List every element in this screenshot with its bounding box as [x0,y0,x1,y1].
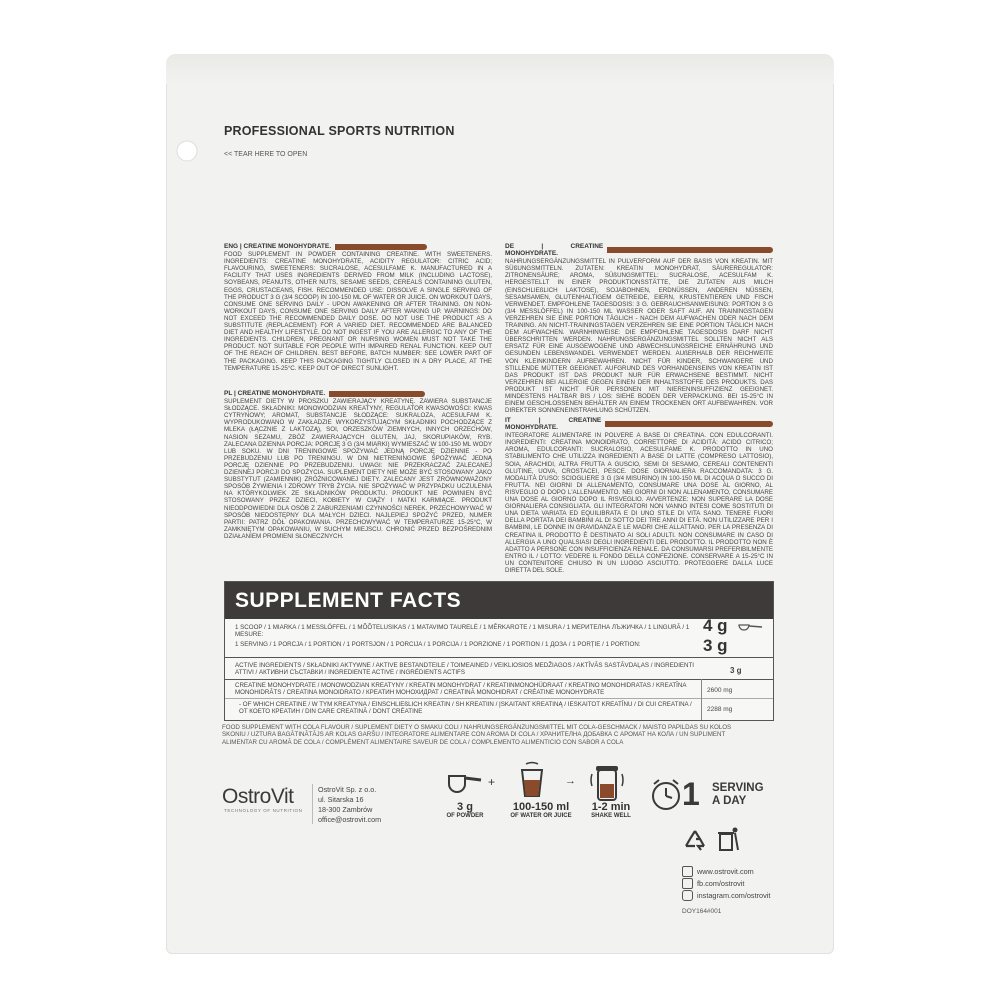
tear-instruction[interactable]: << TEAR HERE TO OPEN [224,151,308,158]
section-it-title: IT | CREATINE MONOHYDRATE. [505,417,602,432]
serving-row-label: 1 SERVING / 1 PORCJA / 1 PORTION / 1 PORTSJON / 1 PORCIJA / 1 PORCIJA / 1 PORZIONE / 1 PORTION / 1 ДОЗА / 1 PORȚIE / 1 PORTION: [235,641,641,648]
section-de [505,243,773,414]
clock-icon [650,774,684,816]
facebook-icon [682,878,693,889]
step-powder-amount: 3 g [457,801,473,813]
step-shake [578,801,644,819]
divider [312,784,313,824]
flavour-statement: FOOD SUPPLEMENT WITH COLA FLAVOUR / SUPLEMENT DIETY O SMAKU COLI / NAHRUNGSERGÄNZUNGSMITTEL MIT COLA-GESCHMACK / MAISTO PAPILDAS SU KOLOS SKONIU / UZTURA BAGĀTINĀTĀJS AR KOLAS GARŠU / INTEGRATORE ALIMENTARE CON AROMA DI COLA / ХРАНИТЕЛНА ДОБАВКА С АРОМАТ НА КОЛА / UN SUPLIMENT ALIMENTAR CU AROMĂ DE COLA / COMPLÉMENT ALIMENTAIRE SAVEUR DE COLA / COMPLEMENTO ALIMENTICIO CON SABOR A COLA [222,724,732,746]
address-line: ul. Sitarska 16 [318,795,364,804]
top-seal [166,54,834,84]
section-pl-title: PL | CREATINE MONOHYDRATE. [224,390,326,397]
recycle-icon [682,828,708,854]
section-eng-text: FOOD SUPPLEMENT IN POWDER CONTAINING CREATINE. WITH SWEETENERS. INGREDIENTS: CREATINE MONOHYDRATE, ACIDITY REGULATOR: CITRIC ACID; FLAVOURING, SWEETENERS: SUCRALOSE, ACESULFAME K. MANUFACTURED IN A FACILITY THAT USES INGREDIENTS DERIVED FROM MILK (INCLUDING LACTOSE), SOYBEANS, PEANUTS, OTHER NUTS, SESAME SEEDS, CEREALS CONTAINING GLUTEN, EGGS, CRUSTACEANS, FISH. RECOMMENDED USE: DISSOLVE A SINGLE SERVING OF THE PRODUCT 3 G (3/4 SCOOP) IN 100-150 ML OF WATER OR JUICE. ON WORKOUT DAYS, CONSUME ONE SERVING DAILY - UPON AWAKENING OR AFTER TRAINING. ON NON-WORKOUT DAYS, CONSUME ONE SERVING DAILY AFTER WAKING UP. WARNINGS: DO NOT EXCEED THE RECOMMENDED DAILY DOSE. DO NOT USE THE PRODUCT AS A SUBSTITUTE (REPLACEMENT) FOR A VARIED DIET. RECOMMENDED ARE BALANCED DIET AND HEALTHY LIFESTYLE. DO NOT INGEST IF YOU ARE ALLERGIC TO ANY OF THE INGREDIENTS. CHILDREN, PREGNANT OR NURSING WOMEN MUST NOT TAKE THE PRODUCT. NOT SUITABLE FOR PEOPLE WITH IMPAIRED RENAL FUNCTION. KEEP OUT OF THE REACH OF CHILDREN. BEST BEFORE, BATCH NUMBER: SEE LOWER PART OF THE PACKAGING. KEEP THIS PACKAGING TIGHTLY CLOSED IN A DRY PLACE, AT THE TEMPERATURE 15-25°C. KEEP OUT OF DIRECT SUNLIGHT. [224,251,492,372]
serving-label-line1: SERVING [712,782,764,794]
scoop-icon [445,766,485,798]
tear-notch-icon [172,136,202,166]
step-liquid-label: OF WATER OR JUICE [510,813,572,819]
creatine-row-label: CREATINE MONOHYDRATE / MONOWODZIAN KREATYNY / KREATIN MONOHYDRAT / KREATIINMONOHÜDRAAT / KREATINO MONOHIDRATAS / KREATĪNA MONOHIDRĀTS / CREATINA MONOIDRATO / КРЕАТИН МОНОХИДРАТ / CREATINĂ MONOHIDRAT / CRÉATINE MONOHYDRATE [235,682,687,697]
section-bar [607,247,773,253]
scoop-row-label: 1 SCOOP / 1 MIARKA / 1 MESSLÖFFEL / 1 MÕÕTELUSIKAS / 1 MATAVIMO TAURELĖ / 1 MĒRKAROTE / 1 MISURA / 1 МЕРИТЕЛНА ЛЪЖИЧКА / 1 LINGURĂ / 1 MESURE: [235,624,690,638]
active-ingredients-value: 3 g [730,666,742,675]
serving-label [712,782,764,808]
section-bar [605,421,773,427]
address-line: 18-300 Zambrów [318,805,373,814]
trash-bin-icon [714,826,740,856]
supplement-facts-table [224,581,774,721]
serving-count: 1 [682,776,700,812]
social-instagram[interactable] [682,890,770,901]
section-eng-title: ENG | CREATINE MONOHYDRATE. [224,243,332,250]
section-de-title: DE | CREATINE MONOHYDRATE. [505,243,604,258]
table-divider [225,657,773,658]
logo-subtitle: TECHNOLOGY OF NUTRITION [224,808,303,813]
table-divider [225,679,773,680]
supplement-facts-title: SUPPLEMENT FACTS [225,582,773,619]
active-ingredients-label: ACTIVE INGREDIENTS / SKŁADNIKI AKTYWNE / AKTIVE BESTANDTEILE / TOIMEAINED / VEIKLIOSIOS MEDŽIAGOS / AKTĪVĀS SASTĀVDAĻAS / INGREDIENTI ATTIVI / АКТИВНИ СЪСТАВКИ / INGREDIENTE ACTIVE / INGRÉDIENTS ACTIFS [235,662,695,677]
section-it [505,417,773,574]
section-pl-text: SUPLEMENT DIETY W PROSZKU ZAWIERAJĄCY KREATYNĘ. ZAWIERA SUBSTANCJE SŁODZĄCE. SKŁADNIKI: MONOWODZIAN KREATYNY, REGULATOR KWASOWOŚCI: KWAS CYTRYNOWY; AROMAT, SUBSTANCJE SŁODZĄCE: SUKRALOZA, ACESULFAM K. WYPRODUKOWANO W ZAKŁADZIE WYKORZYSTUJĄCYM SKŁADNIKI POCHODZĄCE Z MLEKA (ŁĄCZNIE Z LAKTOZĄ), SOI, ORZESZKÓW ZIEMNYCH, INNYCH ORZECHÓW, NASION SEZAMU, ZBÓŻ ZAWIERAJĄCYCH GLUTEN, JAJ, SKORUPIAKÓW, RYB. ZALECANA DZIENNA PORCJA: PORCJĘ 3 G (3/4 MIARKI) WYMIESZAĆ W 100-150 ML WODY LUB SOKU. W DNI TRENINGOWE SPOŻYWAĆ JEDNĄ PORCJĘ DZIENNIE - PO PRZEBUDZENIU LUB PO TRENINGU. W DNI NIETRENINGOWE SPOŻYWAĆ JEDNĄ PORCJĘ DZIENNIE PO PRZEBUDZENIU. UWAGI: NIE PRZEKRACZAĆ ZALECANEJ DZIENNEJ PORCJI DO SPOŻYCIA. SUPLEMENT DIETY NIE MOŻE BYĆ STOSOWANY JAKO SUBSTYTUT (ZAMIENNIK) ZRÓŻNICOWANEJ DIETY. ZALECANY JEST ZRÓWNOWAŻONY SPOSÓB ŻYWIENIA I ZDROWY TRYB ŻYCIA. NIE SPOŻYWAĆ W PRZYPADKU UCZULENIA NA KTÓRYKOLWIEK ZE SKŁADNIKÓW PRODUKTU. PRODUKT NIE POWINIEN BYĆ STOSOWANY PRZEZ DZIECI, KOBIETY W CIĄŻY I MATKI KARMIĄCE. PRODUKT NIEODPOWIEDNI DLA OSÓB Z ZABURZENIAMI CZYNNOŚCI NEREK. PRZECHOWYWAĆ W SPOSÓB NIEDOSTĘPNY DLA MAŁYCH DZIECI. NAJLEPIEJ SPOŻYĆ PRZED, NUMER PARTII: PATRZ DÓŁ OPAKOWANIA. PRZECHOWYWAĆ W TEMPERATURZE 15-25°C, W ZAMKNIĘTYM OPAKOWANIU, W SUCHYM MIEJSCU. CHRONIĆ PRZED BEZPOŚREDNIM DZIAŁANIEM PROMIENI SŁONECZNYCH. [224,398,492,540]
address-email[interactable]: office@ostrovit.com [318,815,382,824]
social-facebook[interactable] [682,878,744,889]
creatine-value: 2600 mg [707,687,733,694]
website-text: www.ostrovit.com [697,867,754,876]
section-pl [224,390,492,540]
section-de-text: NAHRUNGSERGÄNZUNGSMITTEL IN PULVERFORM AUF DER BASIS VON KREATIN. MIT SÜßUNGSMITTELN. ZUTATEN: KREATIN MONOHYDRAT, SÄUREREGULATOR: ZITRONENSÄURE; AROMA, SÜßUNGSMITTEL: SUCRALOSE, ACESULFAM K. HERGESTELLT IN EINER PRODUKTIONSSTÄTTE, DIE ZUTATEN AUS MILCH (EINSCHLIEßLICH LAKTOSE), SOJABOHNEN, ERDNÜSSEN, ANDEREN NÜSSEN, SESAMSAMEN, GLUTENHALTIGEM GETREIDE, EIERN, KRUSTENTIEREN UND FISCH VERWENDET. EMPFOHLENE TAGESDOSIS: 3 G. GEBRAUCHSANWEISUNG: PORTION 3 G (3/4 MESSLÖFFEL) IN 100-150 ML WASSER ODER SAFT AUF. AN TRAININGSTAGEN VERZEHREN SIE EINE PORTION TÄGLICH - NACH DEM AUFWACHEN ODER NACH DEM TRAINING. AN NICHT-TRAININGSTAGEN VERZEHREN SIE EINE PORTION TÄGLICH NACH DEM AUFWACHEN. WARNHINWEISE: DIE EMPFOHLENE TAGESDOSIS DARF NICHT ÜBERSCHRITTEN WERDEN. NAHRUNGSERGÄNZUNGSMITTEL SOLLTEN NICHT ALS ERSATZ FÜR EINE AUSGEWOGENE UND ABWECHSLUNGSREICHE ERNÄHRUNG UND GESUNDEN LEBENSWANDEL VERWENDET WERDEN. AUßERHALB DER REICHWEITE VON KLEINKINDERN AUFBEWAHREN. NICHT FÜR KINDER, SCHWANGERE UND STILLENDE MÜTTER GEEIGNET. AUFGRUND DES VORHANDENSEINS VON KREATIN IST DAS PRODUKT IST DAS PRODUKT NUR FÜR ERWACHSENE BESTIMMT. NICHT VERZEHREN BEI ALLERGIE GEGEN EINEN DER INHALTSSTOFFE DES PRODUKTS. DAS PRODUKT IST NICHT FÜR PERSONEN MIT NIERENINSUFFIZIENZ GEEIGNET. MINDESTENS HALTBAR BIS / LOS: SIEHE BODEN DER VERPACKUNG. BEI 15-25°C IN EINEM GESCHLOSSENEN BEHÄLTER AN EINEM TROCKENEN ORT AUFBEWAHREN. VOR DIREKTER SONNENEINSTRAHLUNG SCHÜTZEN. [505,258,773,415]
column-divider [701,679,702,720]
step-liquid [496,801,586,819]
brand-tagline: PROFESSIONAL SPORTS NUTRITION [224,124,455,138]
social-website[interactable] [682,866,754,877]
ostrovit-logo: OstroVit [222,785,294,808]
creatine-of-which-label: - OF WHICH CREATINE / W TYM KREATYNA / EINSCHLIEßLICH KREATIN / SH KREATIIN / ĮSKAITANT KREATINĄ / IESKAITOT KREATĪNU / DI CUI CREATINA / ОТ КОЕТО КРЕАТИН / DIN CARE CREATINĂ / DONT CRÉATINE [239,701,692,716]
step-shake-label: SHAKE WELL [591,813,631,819]
scoop-icon [737,622,763,636]
facebook-text: fb.com/ostrovit [697,879,745,888]
company-address [318,785,381,825]
section-eng [224,243,492,372]
glass-icon [512,760,552,800]
step-shake-time: 1-2 min [591,801,631,813]
section-it-text: INTEGRATORE ALIMENTARE IN POLVERE A BASE DI CREATINA. CON EDULCORANTI. INGREDIENTI: CREATINA MONOIDRATO, CORRETTORE DI ACIDITÀ: ACIDO CITRICO; AROMA, EDULCORANTI: SUCRALOSIO, ACESULFAME K. PRODOTTO IN UNO STABILIMENTO CHE UTILIZZA INGREDIENTI A BASE DI LATTE (COMPRESO LATTOSIO), SOIA, ARACHIDI, ALTRA FRUTTA A GUSCIO, SEMI DI SESAMO, CEREALI CONTENENTI GLUTINE, UOVA, CROSTACEI, PESCE. DOSE GIORNALIERA RACCOMANDATA: 3 G. MODALITÀ D'USO: SCIOGLIERE 3 G (3/4 MISURINO) IN 100-150 ML DI ACQUA O SUCCO DI FRUTTA. NEI GIORNI DI ALLENAMENTO, CONSUMARE UNA DOSE AL GIORNO, AL RISVEGLIO O DOPO L'ALLENAMENTO. NEI GIORNI DI NON ALLENAMENTO, CONSUMARE UNA DOSE AL GIORNO DOPO IL RISVEGLIO. AVVERTENZE: NON SUPERARE LA DOSE GIORNALIERA CONSIGLIATA. GLI INTEGRATORI NON VANNO INTESI COME SOSTITUTI DI UNA DIETA VARIATA ED EQUILIBRATA E DI UNO STILE DI VITA SANO. TENERE FUORI DELLA PORTATA DEI BAMBINI AL DI SOTTO DEI TRE ANNI DI ETÀ. NON UTILIZZARE PER I BAMBINI, LE DONNE IN GRAVIDANZA E LE MADRI CHE ALLATTANO. PER LA PRESENZA DI CREATINA IL PRODOTTO È DESTINATO AI SOLI ADULTI. NON CONSUMARE IN CASO DI ALLERGIA A UNO QUALSIASI DEGLI INGREDIENTI DEL PRODOTTO. IL PRODOTTO NON È ADATTO A PERSONE CON INSUFFICIENZA RENALE. DA CONSUMARSI PREFERIBILMENTE ENTRO IL / LOTTO: VEDERE IL FONDO DELLA CONFEZIONE. CONSERVARE A 15-25°C IN UN CONTENITORE CHIUSO IN UN LUOGO ASCIUTTO. PROTEGGERE DALLA LUCE DIRETTA DEL SOLE. [505,432,773,574]
serving-value: 3 g [703,636,728,655]
instagram-icon [682,890,693,901]
serving-label-line2: A DAY [712,795,747,807]
arrow-sign: → [565,775,576,787]
address-line: OstroVit Sp. z o.o. [318,785,377,794]
table-divider [225,698,773,699]
scoop-value: 4 g [703,616,728,635]
section-bar [329,391,425,397]
shaker-icon [590,760,626,802]
step-powder [430,801,500,819]
instagram-text: instagram.com/ostrovit [697,891,771,900]
batch-code: DOY164#001 [682,908,722,915]
plus-sign: + [488,775,496,789]
section-bar [335,244,427,250]
step-powder-label: OF POWDER [446,813,484,819]
step-liquid-amount: 100-150 ml [512,801,570,813]
web-icon [682,866,693,877]
creatine-of-which-value: 2288 mg [707,706,733,713]
